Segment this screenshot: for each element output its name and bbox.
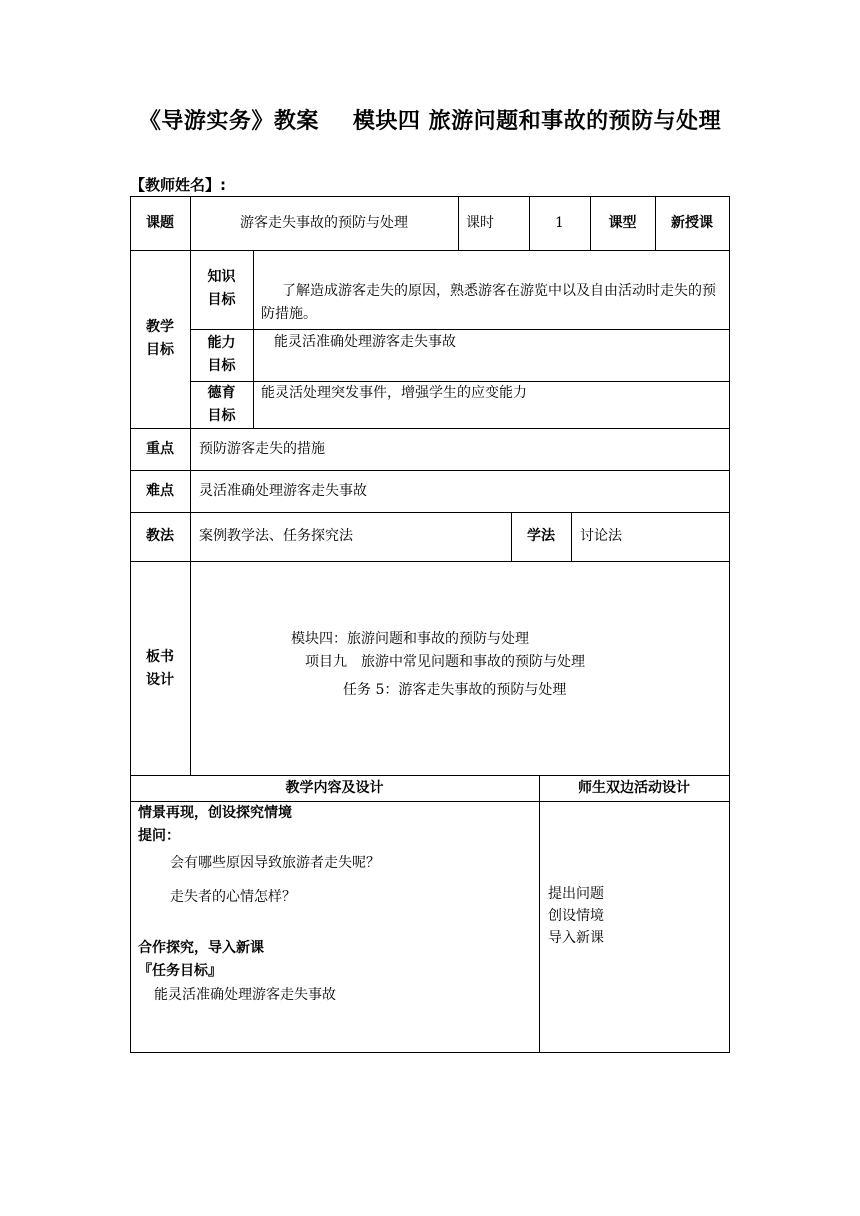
ask-label: 提问：: [138, 828, 180, 844]
question-1: 会有哪些原因导致旅游者走失呢？: [170, 855, 380, 871]
board-line-3: 任务 5：游客走失事故的预防与处理: [343, 682, 567, 698]
table-border: [130, 250, 730, 251]
knowledge-label: 知识 目标: [207, 269, 236, 308]
table-border: [729, 196, 730, 1053]
page-title: [0, 104, 860, 135]
board-line-2: 项目九 旅游中常见问题和事故的预防与处理: [305, 654, 585, 670]
title-right: 模块四 旅游问题和事故的预防与处理: [352, 109, 722, 134]
table-border: [539, 775, 540, 1053]
board-label: 板书 设计: [146, 649, 174, 688]
activity-item: 提出问题: [548, 886, 604, 902]
table-border: [130, 1052, 730, 1053]
content-header-right: 师生双边活动设计: [578, 780, 690, 796]
table-border: [458, 196, 459, 250]
learn-method-text: 讨论法: [580, 528, 622, 544]
table-border: [130, 428, 730, 429]
table-border: [253, 250, 254, 428]
question-2: 走失者的心情怎样？: [170, 889, 296, 905]
topic-label: 课题: [146, 215, 174, 231]
difficulty-text: 灵活准确处理游客走失事故: [199, 483, 367, 499]
title-left: 《导游实务》教案: [138, 109, 319, 134]
table-border: [130, 775, 730, 776]
table-border: [130, 512, 730, 513]
content-header-left: 教学内容及设计: [285, 780, 384, 796]
section-heading-2: 合作探究，导入新课: [138, 940, 264, 956]
hours-label: 课时: [466, 215, 494, 231]
table-border: [571, 512, 572, 561]
section-heading-1: 情景再现，创设探究情境: [138, 805, 292, 821]
key-point-text: 预防游客走失的措施: [199, 441, 325, 457]
board-line-1: 模块四：旅游问题和事故的预防与处理: [291, 631, 529, 647]
type-label: 课型: [608, 215, 637, 231]
difficulty-label: 难点: [146, 483, 174, 499]
task-goal-label: 『任务目标』: [138, 963, 222, 979]
teach-method-text: 案例教学法、任务探究法: [199, 528, 353, 544]
topic-value: 游客走失事故的预防与处理: [240, 215, 408, 231]
ability-label: 能力 目标: [207, 335, 236, 374]
activity-item: 导入新课: [548, 930, 604, 946]
table-border: [130, 470, 730, 471]
table-border: [130, 561, 730, 562]
moral-text: 能灵活处理突发事件，增强学生的应变能力: [261, 385, 527, 401]
learn-method-label: 学法: [527, 528, 555, 544]
hours-value: 1: [555, 215, 564, 231]
teacher-name-label: 【教师姓名】:: [130, 176, 226, 194]
type-value: 新授课: [671, 215, 713, 231]
moral-label: 德育 目标: [207, 385, 236, 424]
table-border: [190, 329, 730, 330]
activity-item: 创设情境: [548, 908, 604, 924]
ability-text: 能灵活准确处理游客走失事故: [274, 334, 456, 350]
table-border: [130, 196, 730, 197]
knowledge-text: 了解造成游客走失的原因，熟悉游客在游览中以及自由活动时走失的预防措施。: [261, 283, 716, 322]
objectives-label: 教学 目标: [146, 319, 174, 358]
task-goal-text: 能灵活准确处理游客走失事故: [154, 987, 336, 1003]
teach-method-label: 教法: [146, 528, 174, 544]
key-point-label: 重点: [146, 441, 174, 457]
